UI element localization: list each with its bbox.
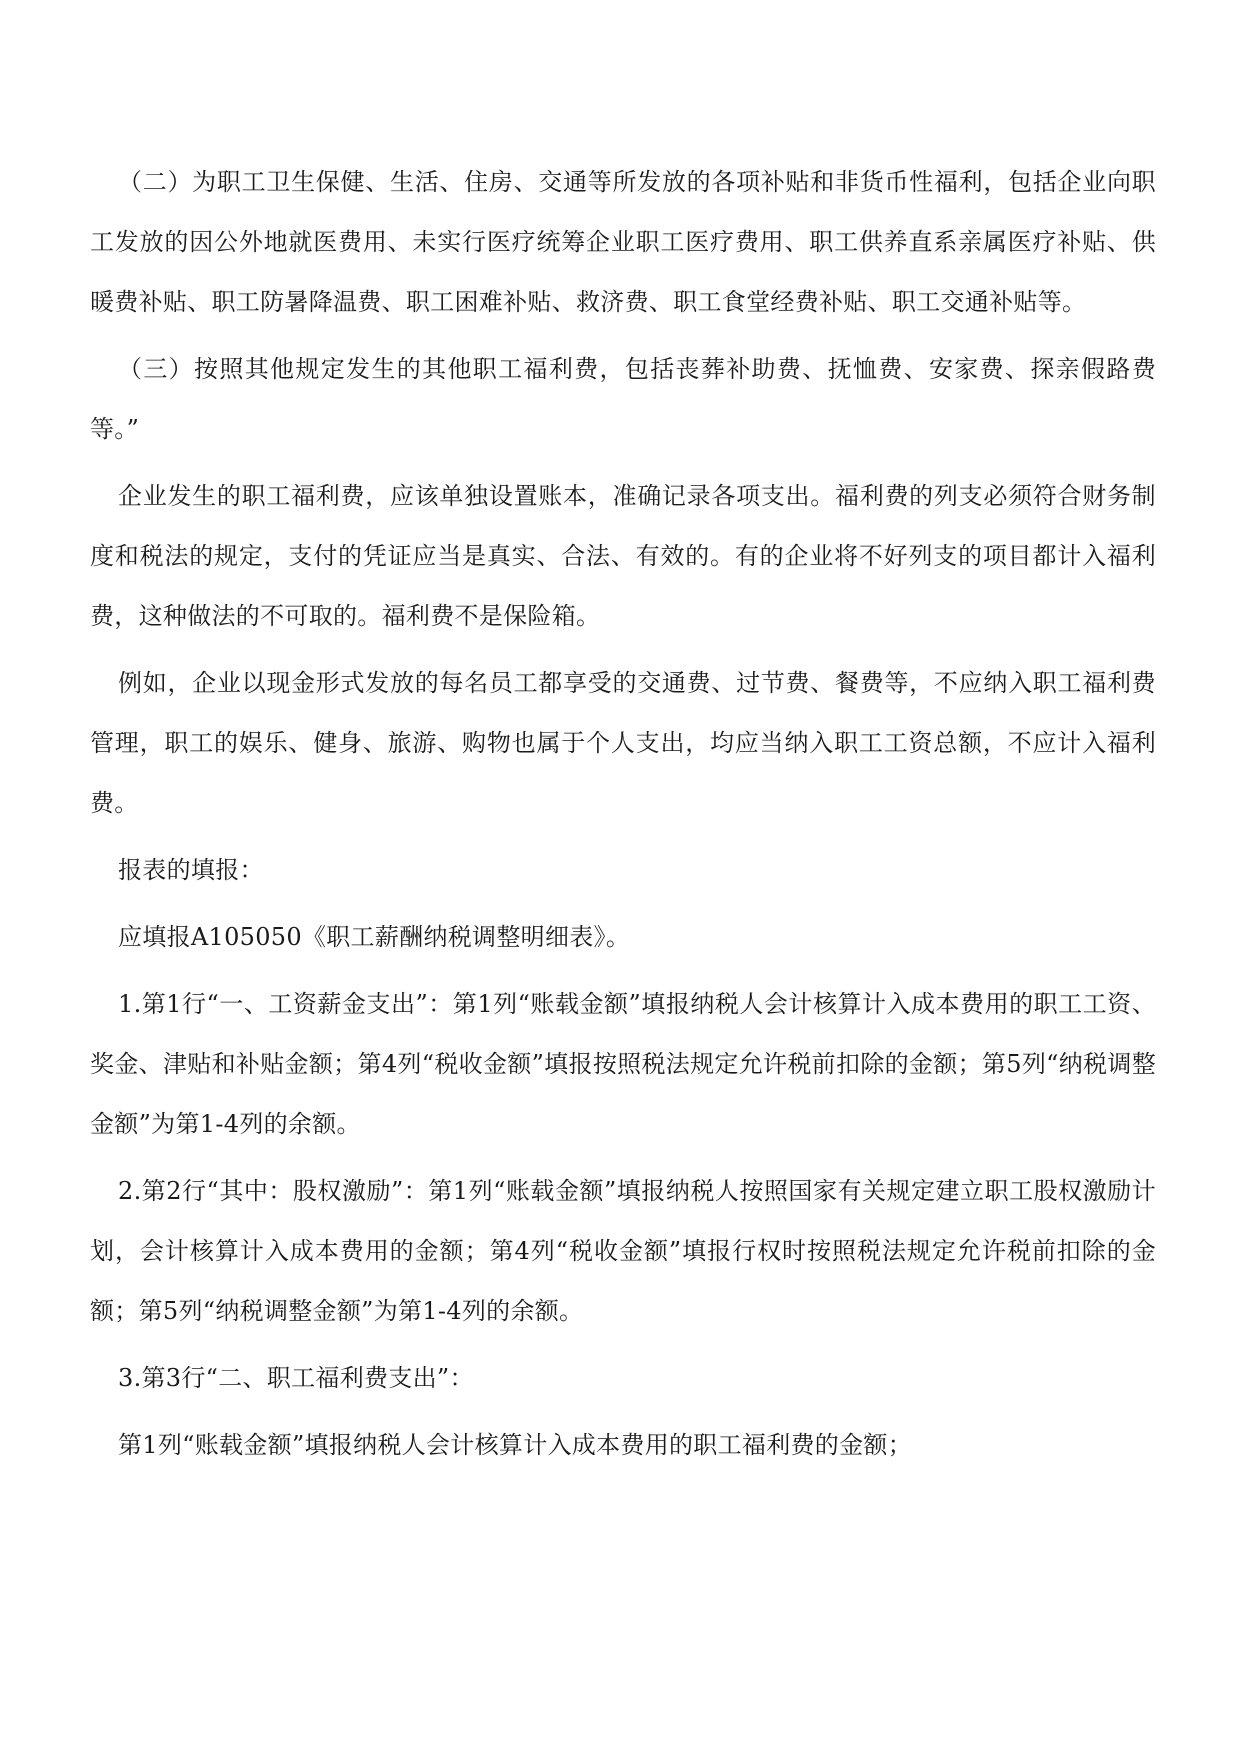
- paragraph-row-3: 3.第3行“二、职工福利费支出”：: [118, 1364, 474, 1392]
- paragraph-example: 例如，企业以现金形式发放的每名员工都享受的交通费、过节费、餐费等，不应纳入职工福利费管理，职工的娱乐、健身、旅游、购物也属于个人支出，均应当纳入职工工资总额，不应计入福利费。: [90, 669, 1156, 817]
- paragraph-row-1: 1.第1行“一、工资薪金支出”：第1列“账载金额”填报纳税人会计核算计入成本费用的职工工资、奖金、津贴和补贴金额；第4列“税收金额”填报按照税法规定允许税前扣除的金额；第5列“纳税调整金额”为第1-4列的余额。: [90, 990, 1156, 1138]
- document-body: [90, 152, 1156, 1482]
- paragraph-column-1: 第1列“账载金额”填报纳税人会计核算计入成本费用的职工福利费的金额；: [118, 1431, 913, 1459]
- paragraph-row-2: 2.第2行“其中：股权激励”：第1列“账载金额”填报纳税人按照国家有关规定建立职工股权激励计划，会计核算计入成本费用的金额；第4列“税收金额”填报行权时按照税法规定允许税前扣除的金额；第5列“纳税调整金额”为第1-4列的余额。: [90, 1177, 1156, 1325]
- paragraph-form-reference: 应填报A105050《职工薪酬纳税调整明细表》。: [118, 923, 631, 951]
- paragraph-report-filling-heading: 报表的填报：: [118, 856, 264, 884]
- paragraph-welfare-subsidies: （二）为职工卫生保健、生活、住房、交通等所发放的各项补贴和非货币性福利，包括企业向职工发放的因公外地就医费用、未实行医疗统筹企业职工医疗费用、职工供养直系亲属医疗补贴、供暖费补贴、职工防暑降温费、职工困难补贴、救济费、职工食堂经费补贴、职工交通补贴等。: [90, 168, 1156, 316]
- paragraph-other-welfare: （三）按照其他规定发生的其他职工福利费，包括丧葬补助费、抚恤费、安家费、探亲假路费等。”: [90, 355, 1156, 443]
- paragraph-separate-ledger: 企业发生的职工福利费，应该单独设置账本，准确记录各项支出。福利费的列支必须符合财务制度和税法的规定，支付的凭证应当是真实、合法、有效的。有的企业将不好列支的项目都计入福利费，这种做法的不可取的。福利费不是保险箱。: [90, 482, 1156, 630]
